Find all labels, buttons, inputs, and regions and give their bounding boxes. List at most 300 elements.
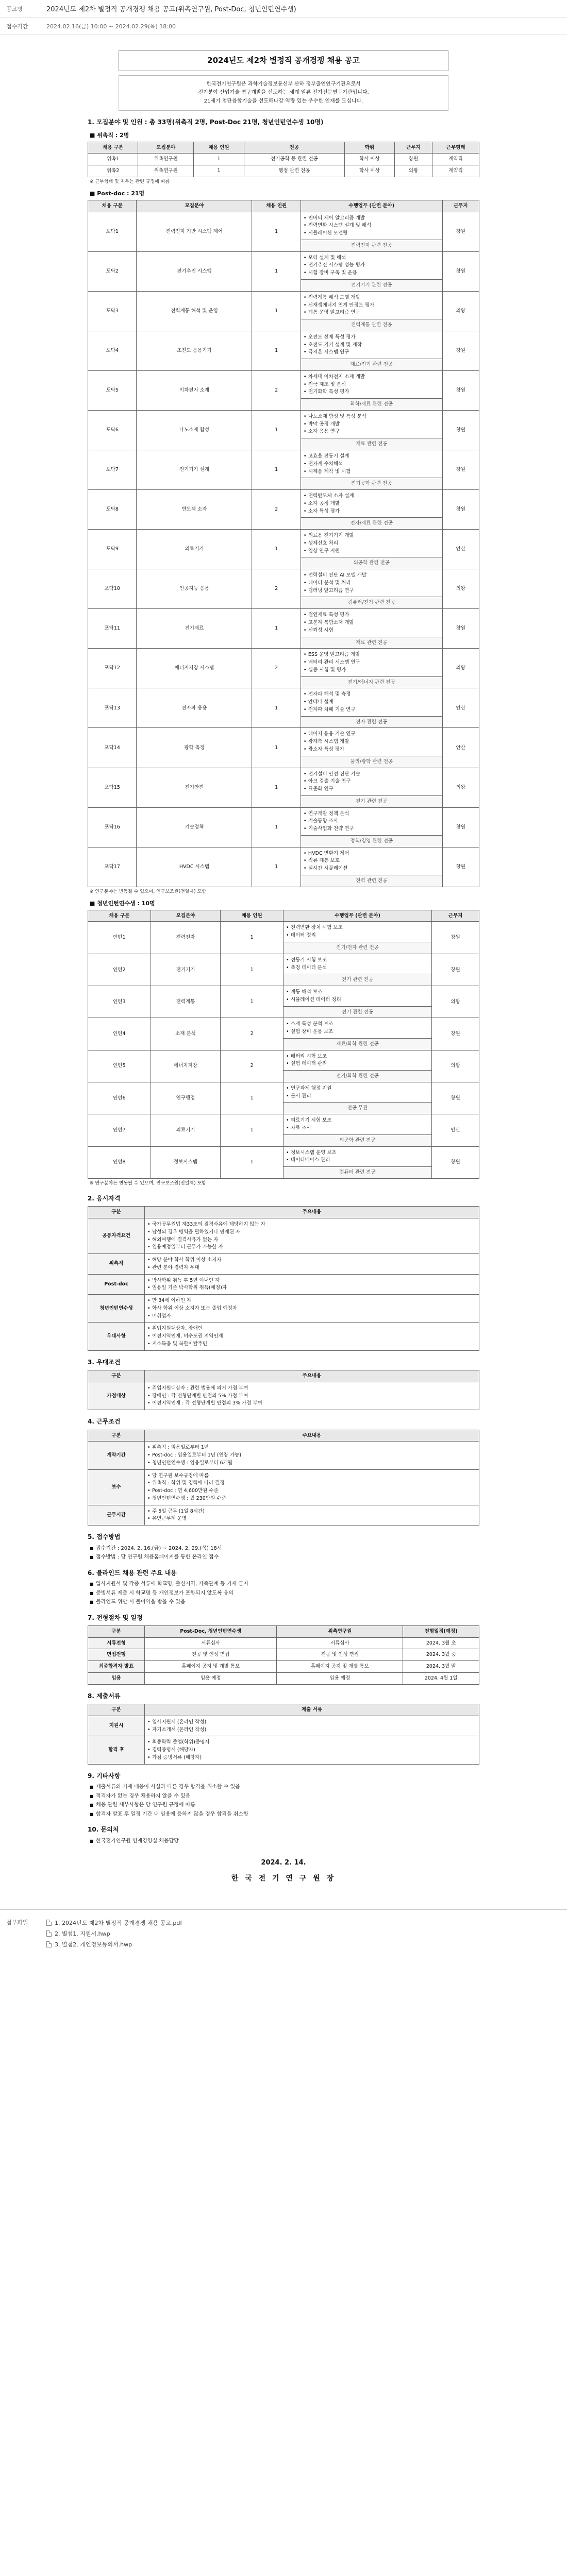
table-row — [88, 922, 479, 942]
recruit-code: 포닥16 — [88, 807, 137, 847]
bullet-item: • 학사 학위 이상 소지자 또는 졸업 예정자 — [147, 1305, 476, 1312]
bullet-item: • 경력증명서 (해당자) — [147, 1747, 476, 1754]
column-header: 수행업무 (관련 분야) — [283, 910, 431, 922]
table-row — [88, 331, 479, 359]
bullet-item: • 전력변환 장치 시험 보조 — [286, 924, 429, 931]
bullet-list — [304, 493, 440, 515]
table-row — [88, 1649, 479, 1661]
recruit-duties — [301, 212, 442, 240]
required-major: 전기/화학 관련 전공 — [283, 1071, 431, 1082]
intro-line: 한국전기연구원은 과학기술정보통신부 산하 정부출연연구기관으로서 — [206, 81, 361, 87]
bullet-item: • 신재생에너지 연계 안정도 평가 — [304, 302, 440, 309]
bullet-item: • 광소자 특성 평가 — [304, 746, 440, 753]
bullet-list — [304, 572, 440, 594]
recruit-code: 포닥1 — [88, 212, 137, 251]
recruit-duties — [283, 1018, 431, 1039]
bullet-item: • 전극 제조 및 분석 — [304, 381, 440, 388]
bullet-item: • 시제품 제작 및 시험 — [304, 468, 440, 476]
recruit-duties — [301, 530, 442, 557]
recruit-field: 전력전자 — [151, 922, 221, 954]
recruit-count: 1 — [252, 331, 301, 370]
table-row — [88, 1050, 479, 1071]
bullet-item: • 저소득층 및 북한이탈주민 — [147, 1341, 476, 1348]
bullet-item: • 주 5일 근무 (1일 8시간) — [147, 1508, 476, 1515]
required-major: 전기 관련 전공 — [283, 1006, 431, 1018]
required-major: 재료 관련 전공 — [301, 637, 442, 649]
recruit-field: 전기추진 시스템 — [137, 251, 252, 291]
required-major: 전자/재료 관련 전공 — [301, 518, 442, 530]
work-location: 의왕 — [442, 291, 479, 331]
recruit-code: 포닥6 — [88, 410, 137, 450]
work-location: 창원 — [442, 490, 479, 530]
bullet-item: • 절연재료 특성 평가 — [304, 612, 440, 619]
bullet-list — [147, 1221, 476, 1251]
recruit-count: 2 — [252, 649, 301, 688]
table-cell: 창원 — [394, 154, 432, 165]
recruit-count: 1 — [252, 251, 301, 291]
bullet-item: • 모터 설계 및 해석 — [304, 255, 440, 262]
bullet-item: • 미취업자 — [147, 1313, 476, 1320]
section-heading: 5. 접수방법 — [88, 1533, 121, 1541]
recruit-count: 1 — [252, 450, 301, 490]
column-header: 근무지 — [432, 910, 479, 922]
meta-title-row — [0, 0, 567, 18]
table-row — [88, 490, 479, 518]
recruit-field: 에너지저장 — [151, 1050, 221, 1082]
bullet-item: • 의료용 전기기기 개발 — [304, 532, 440, 539]
bullet-list — [304, 294, 440, 316]
recruit-duties — [301, 370, 442, 398]
bullet-item: • 취업지원대상자, 장애인 — [147, 1325, 476, 1332]
bullet-item: • 고분자 복합소재 개발 — [304, 619, 440, 626]
bullet-item: ■ 접수방법 : 당 연구원 채용홈페이지를 통한 온라인 접수 — [90, 1554, 479, 1562]
notice-title: 2024년도 제2차 별정직 공개경쟁 채용 공고(위촉연구원, Post-Doc, 청년인턴연수생) — [46, 6, 296, 13]
recruit-field: 정보시스템 — [151, 1146, 221, 1178]
column-header: 채용 구분 — [88, 142, 138, 154]
recruit-duties — [283, 1146, 431, 1167]
bullet-item: • 관련 분야 경력자 우대 — [147, 1264, 476, 1272]
column-header: 구분 — [88, 1430, 145, 1442]
work-location: 창원 — [442, 212, 479, 251]
required-major: 물리/광학 관련 전공 — [301, 756, 442, 768]
table-row — [88, 728, 479, 756]
work-location: 의왕 — [432, 1050, 479, 1082]
table-row — [88, 1146, 479, 1167]
work-location: 안산 — [442, 530, 479, 569]
qualifications-table — [88, 1206, 479, 1350]
column-header: 채용 인원 — [194, 142, 244, 154]
bullet-item: • 광계측 시스템 개발 — [304, 738, 440, 745]
bullet-item: • 당 연구원 보수규정에 따름 — [147, 1472, 476, 1480]
recruit-code: 포닥12 — [88, 649, 137, 688]
bullet-item: • 가점 증빙서류 (해당자) — [147, 1754, 476, 1761]
bullet-list — [147, 1297, 476, 1319]
work-location: 의왕 — [442, 569, 479, 609]
bullet-item: • 전동기 시험 보조 — [286, 957, 429, 964]
recruit-duties — [283, 1050, 431, 1071]
bullet-list — [286, 1085, 429, 1100]
row-label: 지원시 — [88, 1716, 145, 1736]
recruit-duties — [283, 954, 431, 974]
required-major: 전력전자 관련 전공 — [301, 240, 442, 251]
column-header: 제출 서류 — [145, 1704, 479, 1716]
work-location: 의왕 — [442, 649, 479, 688]
recruit-duties — [301, 331, 442, 359]
recruit-duties — [301, 450, 442, 478]
row-label: 보수 — [88, 1469, 145, 1505]
bullet-item: • 자기소개서 (온라인 작성) — [147, 1726, 476, 1734]
recruit-duties — [283, 1082, 431, 1103]
bullet-item: ■ 합격자 발표 후 일정 기간 내 임용에 응하지 않을 경우 합격을 취소함 — [90, 1811, 479, 1819]
table-row — [88, 1295, 479, 1323]
blind-list — [90, 1581, 479, 1606]
table-row — [88, 986, 479, 1007]
recruit-count: 1 — [252, 728, 301, 768]
subheading-postdoc: ■ Post-doc : 21명 — [90, 190, 145, 197]
work-location: 창원 — [442, 410, 479, 450]
bullet-list — [147, 1739, 476, 1761]
column-header: 구분 — [88, 1207, 145, 1218]
bullet-item: • 실험 데이터 관리 — [286, 1060, 429, 1067]
section-heading: 3. 우대조건 — [88, 1358, 121, 1366]
bullet-list — [304, 810, 440, 833]
bullet-list — [147, 1444, 476, 1466]
work-location: 창원 — [442, 450, 479, 490]
recruit-duties — [301, 688, 442, 716]
application-list — [90, 1545, 479, 1562]
meta-period-row — [0, 18, 567, 35]
recruit-field: 의료기기 — [151, 1114, 221, 1146]
table-row — [88, 1672, 479, 1684]
recruit-field: 전력전자 기반 시스템 제어 — [137, 212, 252, 251]
bullet-item: • 시뮬레이션 데이터 정리 — [286, 996, 429, 1004]
table-row — [88, 1382, 479, 1410]
table-cell: 위촉2 — [88, 165, 138, 177]
recruit-duties — [301, 291, 442, 319]
column-header: 구분 — [88, 1704, 145, 1716]
notice-body — [0, 35, 567, 1904]
column-header: 구분 — [88, 1625, 145, 1637]
recruit-duties — [301, 847, 442, 875]
bullet-item: ■ 접수기간 : 2024. 2. 16.(금) ~ 2024. 2. 29.(목) 18시 — [90, 1545, 479, 1553]
bullet-list — [286, 1117, 429, 1132]
column-header: 근무형태 — [432, 142, 479, 154]
attachments — [0, 1909, 567, 1959]
note: ※ 연구분야는 변동될 수 있으며, 연구보조원(전일제) 포함 — [90, 1180, 206, 1186]
row-label: 가점대상 — [88, 1382, 145, 1410]
section-heading: 8. 제출서류 — [88, 1692, 121, 1700]
contact-list — [90, 1838, 479, 1845]
recruit-duties — [301, 807, 442, 835]
bullet-item: • 실증 시험 및 평가 — [304, 667, 440, 674]
recruit-code: 인턴7 — [88, 1114, 151, 1146]
bullet-item: • 실시간 시뮬레이션 — [304, 865, 440, 872]
attachment-link[interactable] — [46, 1929, 182, 1938]
recruit-code: 인턴4 — [88, 1018, 151, 1050]
bullet-item: ■ 블라인드 위반 시 불이익을 받을 수 있음 — [90, 1599, 479, 1606]
bullet-item: • 고효율 전동기 설계 — [304, 453, 440, 460]
application-period: 2024.02.16(금) 10:00 ~ 2024.02.29(목) 18:00 — [46, 23, 176, 30]
conditions-table — [88, 1430, 479, 1526]
recruit-field: 전력계통 해석 및 운영 — [137, 291, 252, 331]
row-content — [145, 1382, 479, 1410]
column-header: 근무지 — [442, 200, 479, 212]
table-row — [88, 1716, 479, 1736]
bullet-item: • 레이저 응용 기술 연구 — [304, 731, 440, 738]
table-cell: 임용 예정 — [145, 1672, 277, 1684]
recruit-count: 1 — [252, 768, 301, 807]
required-major: 전기/에너지 관련 전공 — [301, 676, 442, 688]
bullet-item: • 유연근무제 운영 — [147, 1515, 476, 1522]
table-row — [88, 1082, 479, 1103]
table-cell: 학사 이상 — [345, 165, 395, 177]
note: ※ 연구분야는 변동될 수 있으며, 연구보조원(전일제) 포함 — [90, 889, 206, 894]
bullet-list — [304, 731, 440, 753]
etc-list — [90, 1784, 479, 1818]
bullet-item: • 신뢰성 시험 — [304, 627, 440, 634]
bullet-item: • 전자파 해석 및 측정 — [304, 691, 440, 698]
column-header: 학위 — [345, 142, 395, 154]
bullet-list — [304, 413, 440, 435]
row-content — [145, 1254, 479, 1275]
bullet-list — [147, 1277, 476, 1292]
meta-period-label: 접수기간 — [6, 23, 28, 30]
required-major: 전력계통 관련 전공 — [301, 319, 442, 331]
required-major: 화학/재료 관련 전공 — [301, 399, 442, 411]
recruit-code: 인턴3 — [88, 986, 151, 1018]
table-header-row — [88, 142, 479, 154]
table-cell: 최종합격자 발표 — [88, 1661, 145, 1673]
recruit-code: 포닥17 — [88, 847, 137, 887]
work-location: 안산 — [442, 728, 479, 768]
bullet-item: • 딥러닝 알고리즘 연구 — [304, 587, 440, 595]
table-row — [88, 569, 479, 597]
table-row — [88, 1323, 479, 1350]
bullet-item: • 장애인 : 각 전형단계별 만점의 5% 가점 부여 — [147, 1393, 476, 1400]
bullet-item: • 전기추진 시스템 성능 평가 — [304, 262, 440, 269]
recruit-duties — [301, 410, 442, 438]
bullet-item: • 전자파 차폐 기술 연구 — [304, 706, 440, 714]
bullet-item: • 전력설비 진단 AI 모델 개발 — [304, 572, 440, 579]
bullet-item: • 청년인턴연수생 : 임용일로부터 6개월 — [147, 1460, 476, 1467]
recruit-field: 초전도 응용기기 — [137, 331, 252, 370]
bullet-item: • 박사학위 취득 후 5년 이내인 자 — [147, 1277, 476, 1284]
required-major: 재료/화학 관련 전공 — [283, 1038, 431, 1050]
bullet-item: • 계통 운영 알고리즘 연구 — [304, 309, 440, 316]
required-major: 전력 관련 전공 — [301, 875, 442, 887]
required-major: 의공학 관련 전공 — [283, 1134, 431, 1146]
bullet-item: • HVDC 변환기 제어 — [304, 850, 440, 857]
row-content — [145, 1716, 479, 1736]
table-row — [88, 212, 479, 240]
file-icon — [46, 1920, 52, 1926]
work-location: 창원 — [442, 807, 479, 847]
bullet-item: • 극저온 시스템 연구 — [304, 349, 440, 356]
recruit-field: 기술정책 — [137, 807, 252, 847]
work-location: 창원 — [432, 954, 479, 986]
required-major: 전기 관련 전공 — [301, 795, 442, 807]
bullet-item: • ESS 운영 알고리즘 개발 — [304, 651, 440, 658]
recruit-count: 1 — [252, 847, 301, 887]
bullet-item: ■ 증빙서류 제출 시 학교명 등 개인정보가 포함되지 않도록 유의 — [90, 1590, 479, 1598]
attachment-link[interactable] — [46, 1919, 182, 1927]
recruit-duties — [283, 922, 431, 942]
recruit-duties — [283, 1114, 431, 1135]
table-cell: 2024. 3월 초 — [403, 1637, 479, 1649]
recruit-field: 전기재료 — [137, 609, 252, 649]
column-header: 채용 인원 — [252, 200, 301, 212]
bullet-item: • 전기설비 안전 진단 기술 — [304, 771, 440, 778]
bullet-item: • 만 34세 이하인 자 — [147, 1297, 476, 1304]
required-major: 컴퓨터/전기 관련 전공 — [301, 597, 442, 609]
postdoc-table — [88, 200, 479, 887]
bullet-item: • 위촉직 : 학위 및 경력에 따라 결정 — [147, 1480, 476, 1487]
preferences-table — [88, 1370, 479, 1410]
table-cell: 의왕 — [394, 165, 432, 177]
column-header: 주요내용 — [145, 1207, 479, 1218]
recruit-count: 1 — [252, 688, 301, 728]
bullet-list — [304, 850, 440, 872]
recruit-code: 포닥2 — [88, 251, 137, 291]
recruit-duties — [301, 728, 442, 756]
table-row — [88, 1274, 479, 1295]
bullet-item: • 해외여행에 결격사유가 없는 자 — [147, 1236, 476, 1244]
bullet-item: • 배터리 시험 보조 — [286, 1053, 429, 1060]
column-header: 주요내용 — [145, 1370, 479, 1382]
table-cell: 서류심사 — [277, 1637, 403, 1649]
bullet-item: ■ 적격자가 없는 경우 채용하지 않을 수 있음 — [90, 1793, 479, 1801]
attachment-link[interactable] — [46, 1940, 182, 1948]
attachment-list — [46, 1910, 182, 1959]
recruit-code: 인턴6 — [88, 1082, 151, 1114]
bullet-item: ■ 채용 관련 세부사항은 당 연구원 규정에 따름 — [90, 1802, 479, 1809]
bullet-item: • 소자 공정 개발 — [304, 500, 440, 507]
table-cell: 홈페이지 공지 및 개별 통보 — [277, 1661, 403, 1673]
bullet-list — [304, 374, 440, 396]
table-row — [88, 768, 479, 795]
row-content — [145, 1323, 479, 1350]
column-header: 모집분야 — [151, 910, 221, 922]
bullet-item: • 정보시스템 운영 보조 — [286, 1149, 429, 1157]
section-heading: 4. 근무조건 — [88, 1418, 121, 1426]
table-cell: 1 — [194, 165, 244, 177]
recruit-count: 2 — [221, 1018, 284, 1050]
required-major: 전기 관련 전공 — [283, 974, 431, 986]
row-content — [145, 1736, 479, 1764]
bullet-item: • 표준화 연구 — [304, 786, 440, 793]
bullet-item: • 배터리 관리 시스템 연구 — [304, 659, 440, 666]
recruit-duties — [301, 569, 442, 597]
section-heading: 1. 모집분야 및 인원 : 총 33명(위촉직 2명, Post-Doc 21명, 청년인턴연수생 10명) — [88, 118, 324, 126]
table-cell: 2024. 4월 1일 — [403, 1672, 479, 1684]
required-major: 전공 무관 — [283, 1103, 431, 1114]
process-table — [88, 1625, 479, 1685]
table-row — [88, 847, 479, 875]
required-major: 전기/전자 관련 전공 — [283, 942, 431, 954]
bullet-item: • 소자 특성 평가 — [304, 508, 440, 515]
file-icon — [46, 1941, 52, 1947]
section-application — [88, 1533, 479, 1561]
table-row — [88, 165, 479, 177]
table-row — [88, 807, 479, 835]
section-qualifications — [88, 1194, 479, 1351]
notice-document — [88, 50, 479, 1884]
recruit-count: 1 — [221, 1114, 284, 1146]
bullet-item: • 소재 특성 분석 보조 — [286, 1021, 429, 1028]
recruit-code: 포닥10 — [88, 569, 137, 609]
bullet-list — [147, 1257, 476, 1272]
note: ※ 근무형태 및 처우는 관련 규정에 따름 — [90, 179, 170, 184]
bullet-item: • 자료 조사 — [286, 1125, 429, 1132]
table-row — [88, 154, 479, 165]
recruit-field: 이차전지 소재 — [137, 370, 252, 410]
bullet-item: • 의료기기 시험 보조 — [286, 1117, 429, 1124]
table-header-row — [88, 1370, 479, 1382]
bullet-list — [286, 1021, 429, 1036]
recruit-code: 포닥15 — [88, 768, 137, 807]
recruit-field: 나노소재 합성 — [137, 410, 252, 450]
table-row — [88, 251, 479, 279]
section-preferences — [88, 1358, 479, 1410]
file-icon — [46, 1930, 52, 1937]
recruit-field: 반도체 소자 — [137, 490, 252, 530]
work-location: 창원 — [432, 1146, 479, 1178]
recruit-field: 전기안전 — [137, 768, 252, 807]
table-cell: 전공 및 인성 면접 — [145, 1649, 277, 1661]
recruit-count: 2 — [252, 370, 301, 410]
table-row — [88, 450, 479, 478]
recruit-duties — [301, 649, 442, 676]
bullet-item: • 임상 연구 지원 — [304, 548, 440, 555]
attachments-label: 첨부파일 — [6, 1919, 28, 1926]
bullet-item: • 전자계 수치해석 — [304, 461, 440, 468]
recruit-code: 인턴8 — [88, 1146, 151, 1178]
table-row — [88, 1469, 479, 1505]
bullet-item: • 임용일 기준 박사학위 취득(예정)자 — [147, 1284, 476, 1292]
bullet-item: • 전력계통 해석 모델 개발 — [304, 294, 440, 301]
bullet-item: • 안테나 설계 — [304, 699, 440, 706]
bullet-list — [304, 691, 440, 713]
attachment-name: 3. 별첨2. 개인정보동의서.hwp — [55, 1941, 132, 1948]
bullet-item: • 취업지원대상자 : 관련 법률에 의거 가점 부여 — [147, 1385, 476, 1392]
section-conditions — [88, 1417, 479, 1526]
recruit-code: 포닥14 — [88, 728, 137, 768]
issuing-organization: 한 국 전 기 연 구 원 장 — [231, 1874, 336, 1883]
work-location: 의왕 — [442, 768, 479, 807]
section-recruitment — [88, 118, 479, 1187]
work-location: 창원 — [442, 609, 479, 649]
bullet-item: • 이전지역인재, 비수도권 지역인재 — [147, 1333, 476, 1340]
section-process — [88, 1614, 479, 1685]
column-header: 구분 — [88, 1370, 145, 1382]
bullet-item: • Post-doc : 임용일로부터 1년 (연장 가능) — [147, 1452, 476, 1459]
row-label: 우대사항 — [88, 1323, 145, 1350]
recruit-count: 1 — [252, 291, 301, 331]
table-row — [88, 1114, 479, 1135]
table-cell: 위촉1 — [88, 154, 138, 165]
bullet-list — [304, 334, 440, 356]
bullet-item: • 초전도 선재 특성 평가 — [304, 334, 440, 341]
bullet-list — [286, 989, 429, 1004]
bullet-list — [147, 1325, 476, 1347]
section-heading: 6. 블라인드 채용 관련 주요 내용 — [88, 1569, 177, 1577]
table-row — [88, 1442, 479, 1469]
row-content — [145, 1218, 479, 1254]
table-row — [88, 688, 479, 716]
recruit-field: 전기기기 — [151, 954, 221, 986]
bullet-item: • 계통 해석 보조 — [286, 989, 429, 996]
table-cell: 전공 및 인성 면접 — [277, 1649, 403, 1661]
